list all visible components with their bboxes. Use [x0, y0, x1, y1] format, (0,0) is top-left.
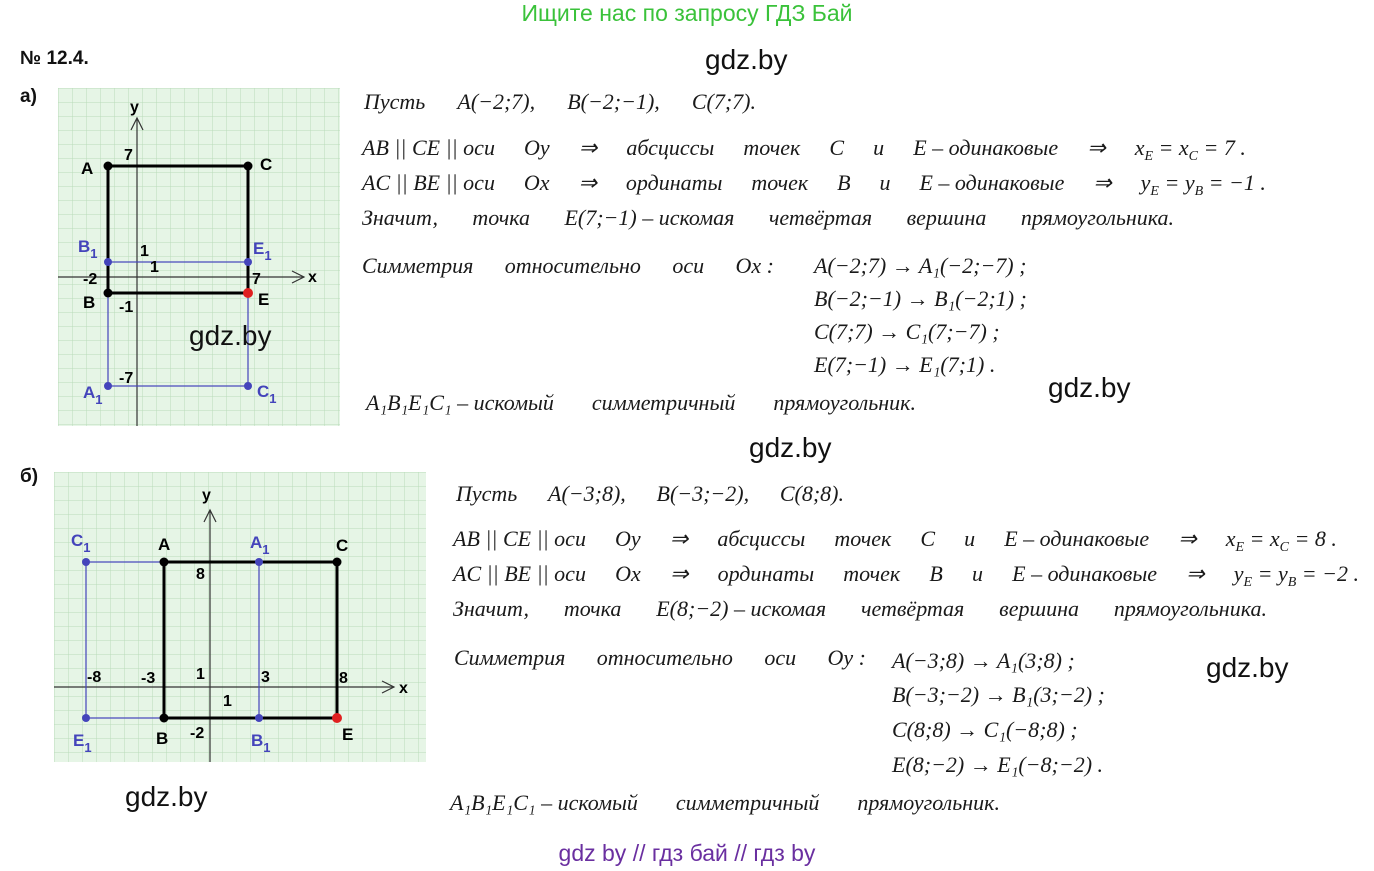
point-c	[333, 558, 342, 567]
tick-x-neg3: -3	[141, 670, 156, 687]
part-a-symmetry: Симметрия относительно оси Ox :	[362, 253, 774, 278]
part-a-line-1: AB || CE || оси Oy ⇒ абсциссы точек C и E – одинаковые ⇒ $x_E = x_C = 7$ .	[362, 135, 1246, 164]
point-a	[160, 558, 169, 567]
point-b1	[255, 714, 263, 722]
label-e: E	[258, 290, 270, 309]
point-e	[243, 288, 253, 298]
part-a-label: а)	[20, 86, 37, 107]
tick-x-8: 8	[339, 670, 348, 687]
label-c1: $C_1$	[257, 382, 277, 406]
tick-x-1: 1	[223, 693, 232, 710]
part-b-label: б)	[20, 466, 39, 487]
point-c1	[82, 558, 90, 566]
label-c: C	[260, 155, 273, 174]
tick-y-7: 7	[124, 147, 133, 164]
watermark: gdz.by	[125, 781, 208, 812]
label-e1: $E_1$	[73, 731, 92, 755]
part-b-line-2: AC || BE || оси Ox ⇒ ординаты точек B и E – одинаковые ⇒ $y_E = y_B = -2$ .	[453, 561, 1359, 590]
point-b1	[104, 258, 112, 266]
grid-background	[58, 88, 340, 426]
part-b-graph	[54, 472, 426, 762]
search-banner: Ищите нас по запросу ГДЗ Бай	[521, 0, 853, 26]
label-c: C	[336, 536, 349, 555]
part-b-map-b: B(−3;−2) → B₁(3;−2) ;	[892, 682, 1105, 707]
label-e: E	[342, 725, 354, 744]
axis-y-label: y	[130, 99, 139, 116]
axis-x-label: x	[308, 269, 317, 286]
tick-y-1: 1	[196, 666, 205, 683]
axis-y-label: y	[202, 487, 211, 504]
part-b-map-e: E(8;−2) → E₁(−8;−2) .	[892, 752, 1104, 777]
point-c	[244, 162, 253, 171]
label-b: B	[156, 729, 169, 748]
tick-y-8: 8	[196, 566, 205, 583]
label-a: A	[158, 535, 171, 554]
watermark: gdz.by	[1048, 372, 1131, 403]
tick-x-3: 3	[261, 669, 270, 686]
label-e1: $E_1$	[253, 239, 272, 263]
part-a-map-a: A(−2;7) → A₁(−2;−7) ;	[814, 253, 1027, 278]
problem-number: № 12.4.	[20, 48, 89, 69]
watermark: gdz.by	[749, 432, 832, 463]
tick-x-1: 1	[150, 259, 159, 276]
point-a	[104, 162, 113, 171]
point-a1	[255, 558, 263, 566]
axis-x-label: x	[399, 680, 408, 697]
part-a-map-b: B(−2;−1) → B₁(−2;1) ;	[814, 286, 1027, 311]
tick-x-neg8: -8	[87, 669, 102, 686]
tick-y-neg7: -7	[119, 370, 134, 387]
part-b-conclusion: A₁B₁E₁C₁ – искомый симметричный прямоугольник.	[450, 790, 1000, 815]
label-a1: $A_1$	[250, 533, 270, 557]
part-a-line-2: AC || BE || оси Ox ⇒ ординаты точек B и E – одинаковые ⇒ $y_E = y_B = -1$ .	[362, 170, 1266, 199]
point-e	[332, 713, 342, 723]
part-a-given: Пусть A(−2;7), B(−2;−1), C(7;7).	[364, 89, 756, 114]
point-b	[160, 714, 169, 723]
point-e1	[244, 258, 252, 266]
tick-y-neg2: -2	[190, 725, 205, 742]
part-a-line-3: Значит, точка E(7;−1) – искомая четвёртая вершина прямоугольника.	[362, 205, 1174, 230]
point-b	[104, 289, 113, 298]
part-a-graph	[58, 88, 340, 426]
part-a-conclusion: A₁B₁E₁C₁ – искомый симметричный прямоугольник.	[366, 390, 916, 415]
label-b: B	[83, 293, 96, 312]
point-c1	[244, 382, 252, 390]
label-a: A	[81, 159, 94, 178]
part-b-line-3: Значит, точка E(8;−2) – искомая четвёртая вершина прямоугольника.	[453, 596, 1267, 621]
tick-x-neg2: -2	[83, 271, 98, 288]
tick-y-1: 1	[140, 243, 149, 260]
tick-x-7: 7	[252, 271, 261, 288]
part-b-map-a: A(−3;8) → A₁(3;8) ;	[892, 648, 1075, 673]
watermark: gdz.by	[705, 44, 788, 75]
label-c1: $C_1$	[71, 531, 91, 555]
part-b-line-1: AB || CE || оси Oy ⇒ абсциссы точек C и E – одинаковые ⇒ $x_E = x_C = 8$ .	[453, 526, 1337, 555]
label-b1: $B_1$	[251, 731, 271, 755]
label-a1: $A_1$	[83, 383, 103, 407]
part-b-given: Пусть A(−3;8), B(−3;−2), C(8;8).	[456, 481, 844, 506]
watermark: gdz.by	[1206, 652, 1289, 683]
tick-y-neg1: -1	[119, 299, 134, 316]
part-a-map-c: C(7;7) → C₁(7;−7) ;	[814, 319, 1000, 344]
point-a1	[104, 382, 112, 390]
part-b-map-c: C(8;8) → C₁(−8;8) ;	[892, 717, 1078, 742]
watermark: gdz.by	[189, 320, 272, 351]
point-e1	[82, 714, 90, 722]
part-a-map-e: E(7;−1) → E₁(7;1) .	[814, 352, 996, 377]
footer-links[interactable]: gdz by // гдз бай // гдз by	[558, 840, 816, 866]
label-b1: $B_1$	[78, 237, 98, 261]
part-b-symmetry: Симметрия относительно оси Oy :	[454, 645, 866, 670]
